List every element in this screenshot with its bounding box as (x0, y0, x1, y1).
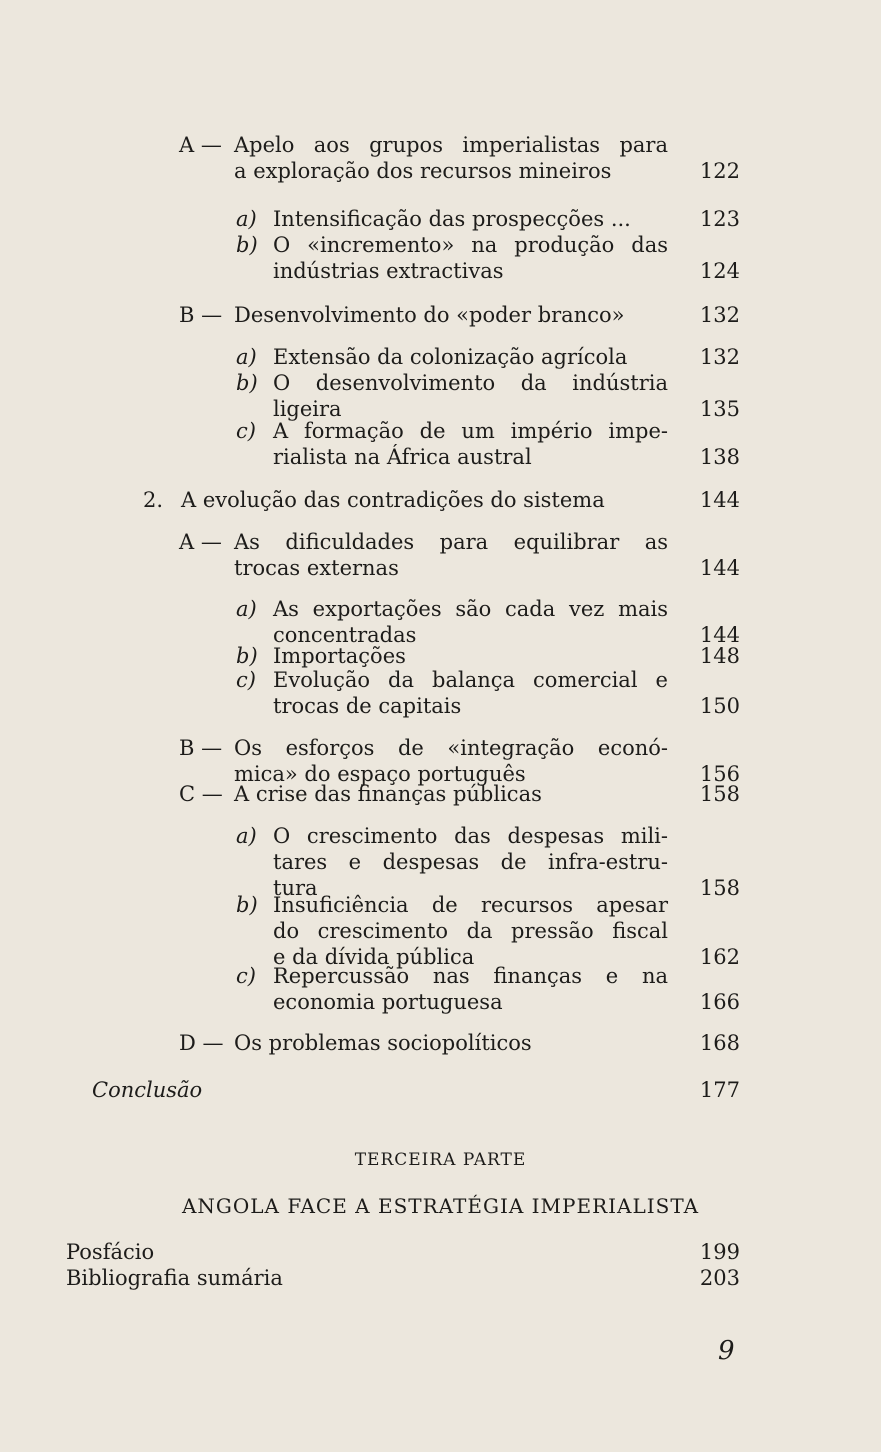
entry-text: trocas externas (234, 556, 399, 580)
entry-marker: a) (236, 597, 257, 621)
dot-leader (346, 402, 664, 416)
page-ref: 168 (699, 1031, 740, 1055)
page-ref: 148 (699, 644, 740, 668)
entry-marker: a) (236, 207, 257, 231)
page-ref: 199 (699, 1240, 740, 1264)
part-title: ANGOLA FACE A ESTRATÉGIA IMPERIALISTA (181, 1194, 700, 1218)
page-number: 9 (718, 1336, 735, 1366)
entry-text: O «incremento» na produção das (273, 233, 668, 257)
entry-text: trocas de capitais (273, 694, 462, 718)
dot-leader (546, 787, 664, 801)
entry-marker: b) (236, 233, 258, 257)
entry-text: As dificuldades para equilibrar as (234, 530, 668, 554)
entry-marker: a) (236, 345, 257, 369)
page-ref: 177 (699, 1078, 740, 1102)
entry-text: A formação de um império impe- (273, 419, 668, 443)
page-ref: 138 (699, 445, 740, 469)
entry-marker: 2. (143, 488, 164, 512)
dot-leader (536, 450, 664, 464)
entry-marker: b) (236, 893, 258, 917)
page-ref: 162 (699, 945, 740, 969)
entry-marker: C — (179, 782, 223, 806)
dot-leader (507, 995, 664, 1009)
entry-text: Posfácio (66, 1240, 155, 1264)
entry-text: indústrias extractivas (273, 259, 504, 283)
page-ref: 144 (699, 623, 740, 647)
entry-text: Extensão da colonização agrícola (273, 345, 628, 369)
dot-leader (158, 1245, 664, 1259)
page-ref: 156 (699, 762, 740, 786)
entry-marker: c) (236, 668, 256, 692)
entry-marker: B — (179, 303, 223, 327)
page-ref: 144 (699, 556, 740, 580)
entry-marker: a) (236, 824, 257, 848)
entry-text: economia portuguesa (273, 990, 503, 1014)
page-ref: 123 (699, 207, 740, 231)
dot-leader (536, 1036, 664, 1050)
entry-text: Intensificação das prospecções ... (273, 207, 631, 231)
dot-leader (410, 649, 664, 663)
entry-text: Bibliografia sumária (66, 1266, 283, 1290)
page-ref: 166 (699, 990, 740, 1014)
entry-text: tares e despesas de infra-estru- (273, 850, 668, 874)
page-ref: 203 (699, 1266, 740, 1290)
entry-text: As exportações são cada vez mais (273, 597, 668, 621)
entry-text: do crescimento da pressão fiscal (273, 919, 668, 943)
page-ref: 158 (699, 876, 740, 900)
dot-leader (287, 1271, 664, 1285)
entry-marker: c) (236, 964, 256, 988)
entry-marker: b) (236, 644, 258, 668)
entry-text: e da dívida pública (273, 945, 475, 969)
entry-text: Conclusão (92, 1078, 203, 1102)
entry-text: A crise das finanças públicas (234, 782, 542, 806)
page-ref: 122 (699, 159, 740, 183)
entry-text: A evolução das contradições do sistema (181, 488, 605, 512)
entry-text: concentradas (273, 623, 417, 647)
entry-text: mica» do espaço português (234, 762, 526, 786)
entry-text: Desenvolvimento do «poder branco» (234, 303, 625, 327)
dot-leader (206, 1083, 664, 1097)
page-ref: 150 (699, 694, 740, 718)
page-ref: 135 (699, 397, 740, 421)
entry-marker: D — (179, 1031, 224, 1055)
entry-text: Importações (273, 644, 406, 668)
entry-text: O crescimento das despesas mili- (273, 824, 668, 848)
part-label: TERCEIRA PARTE (354, 1150, 527, 1170)
dot-leader (508, 264, 665, 278)
entry-text: Os esforços de «integração econó- (234, 736, 668, 760)
entry-text: Os problemas sociopolíticos (234, 1031, 532, 1055)
entry-text: O desenvolvimento da indústria (273, 371, 668, 395)
page-ref: 144 (699, 488, 740, 512)
entry-marker: c) (236, 419, 256, 443)
page-ref: 132 (699, 303, 740, 327)
entry-text: rialista na África austral (273, 445, 532, 469)
page-ref: 132 (699, 345, 740, 369)
entry-text: ligeira (273, 397, 342, 421)
entry-text: Apelo aos grupos imperialistas para (234, 133, 668, 157)
entry-text: tura (273, 876, 318, 900)
dot-leader (530, 767, 664, 781)
entry-text: Repercussão nas finanças e na (273, 964, 668, 988)
entry-marker: b) (236, 371, 258, 395)
dot-leader (403, 561, 664, 575)
entry-text: Insuficiência de recursos apesar (273, 893, 668, 917)
page-ref: 158 (699, 782, 740, 806)
dot-leader (465, 699, 664, 713)
dot-leader (478, 950, 664, 964)
entry-marker: A — (179, 133, 222, 157)
entry-text: Evolução da balança comercial e (273, 668, 668, 692)
entry-text: a exploração dos recursos mineiros (234, 159, 612, 183)
entry-marker: A — (179, 530, 222, 554)
page-ref: 124 (699, 259, 740, 283)
entry-marker: B — (179, 736, 223, 760)
dot-leader (420, 628, 664, 642)
